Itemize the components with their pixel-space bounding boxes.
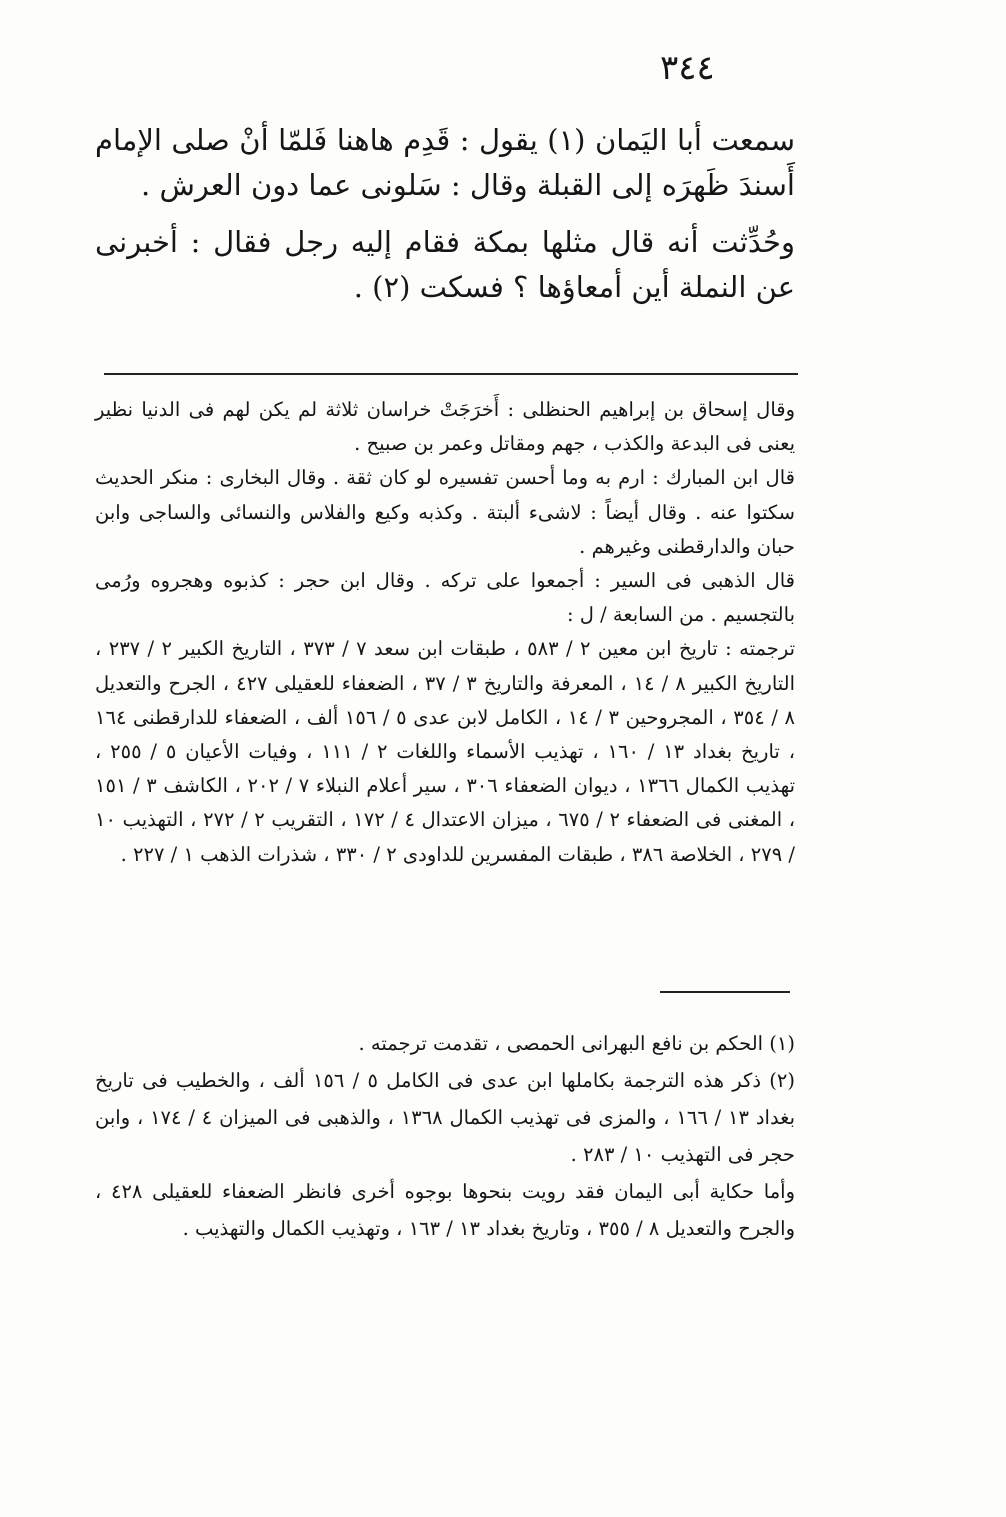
main-text — [95, 118, 795, 322]
footnote-item: وأما حكاية أبى اليمان فقد رويت بنحوها بوجوه أخرى فانظر الضعفاء للعقيلى ٤٢٨ ، والجرح والتعديل ٨ / ٣٥٥ ، وتاريخ بغداد ١٣ / ١٦٣ ، وتهذيب الكمال والتهذيب . — [95, 1180, 795, 1240]
biography-note — [95, 393, 795, 872]
bio-paragraph: ترجمته : تاريخ ابن معين ٢ / ٥٨٣ ، طبقات ابن سعد ٧ / ٣٧٣ ، التاريخ الكبير ٢ / ٢٣٧ ، التاريخ الكبير ٨ / ١٤ ، المعرفة والتاريخ ٣ / ٣٧ ، الضعفاء للعقيلى ٤٢٧ ، الجرح والتعديل ٨ / ٣٥٤ ، المجروحين ٣ / ١٤ ، الكامل لابن عدى ٥ / ١٥٦ ألف ، الضعفاء للدارقطنى ١٦٤ ، تاريخ بغداد ١٣ / ١٦٠ ، تهذيب الأسماء واللغات ٢ / ١١١ ، وفيات الأعيان ٥ / ٢٥٥ ، تهذيب الكمال ١٣٦٦ ، ديوان الضعفاء ٣٠٦ ، سير أعلام النبلاء ٧ / ٢٠٢ ، الكاشف ٣ / ١٥١ ، المغنى فى الضعفاء ٢ / ٦٧٥ ، ميزان الاعتدال ٤ / ١٧٢ ، التقريب ٢ / ٢٧٢ ، التهذيب ١٠ / ٢٧٩ ، الخلاصة ٣٨٦ ، طبقات المفسرين للداودى ٢ / ٣٣٠ ، شذرات الذهب ١ / ٢٢٧ . — [95, 637, 796, 866]
bio-paragraph: قال ابن المبارك : ارم به وما أحسن تفسيره لو كان ثقة . وقال البخارى : منكر الحديث سكتوا عنه . وقال أيضاً : لاشىء ألبتة . وكذبه وكيع والفلاس والنسائى والساجى وابن حبان والدارقطنى وغيرهم . — [95, 466, 795, 558]
footnote-item: (٢) ذكر هذه الترجمة بكاملها ابن عدى فى الكامل ٥ / ١٥٦ ألف ، والخطيب فى تاريخ بغداد ١٣ / ١٦٦ ، والمزى فى تهذيب الكمال ١٣٦٨ ، والذهبى فى الميزان ٤ / ١٧٤ ، وابن حجر فى التهذيب ١٠ / ٢٨٣ . — [95, 1069, 796, 1166]
footnotes — [95, 1025, 795, 1247]
main-paragraph: وحُدِّثت أنه قال مثلها بمكة فقام إليه رجل فقال : أخبرنى عن النملة أين أمعاؤها ؟ فسكت (٢) . — [95, 225, 795, 304]
main-paragraph: سمعت أبا اليَمان (١) يقول : قَدِم هاهنا فَلمّا أنْ صلى الإمام أَسندَ ظَهرَه إلى القبلة وقال : سَلونى عما دون العرش . — [95, 123, 795, 202]
footnote-divider — [660, 991, 790, 993]
text-divider — [104, 373, 798, 375]
footnote-item: (١) الحكم بن نافع البهرانى الحمصى ، تقدمت ترجمته . — [358, 1032, 795, 1055]
page-number: ٣٤٤ — [660, 48, 715, 88]
bio-paragraph: وقال إسحاق بن إبراهيم الحنظلى : أَخرَجَتْ خراسان ثلاثة لم يكن لهم فى الدنيا نظير يعنى فى البدعة والكذب ، جهم ومقاتل وعمر بن صبيح . — [95, 398, 795, 456]
bio-paragraph: قال الذهبى فى السير : أجمعوا على تركه . وقال ابن حجر : كذبوه وهجروه ورُمى بالتجسيم . من السابعة / ل : — [95, 569, 795, 627]
